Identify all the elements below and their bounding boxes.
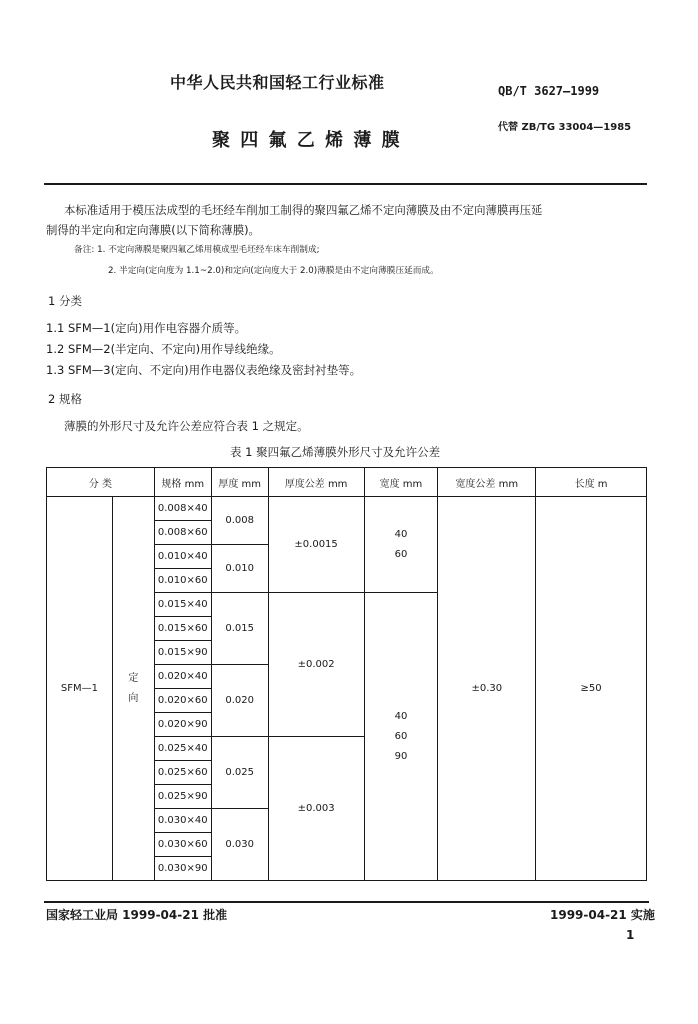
spec-cell [154,689,211,713]
spec-value: 0.010×40 [157,551,208,562]
width-value: 40 [394,710,408,722]
spec-cell [154,497,211,521]
spec-cell [154,641,211,665]
thickness-tolerance-cell: ±0.003 [268,737,364,881]
width-cell [364,497,438,593]
standard-number: QB/T 3627—1999 [498,84,600,98]
spec-cell [154,545,211,569]
thickness-cell: 0.025 [211,737,268,809]
thickness-cell: 0.010 [211,545,268,593]
table-caption: 表 1 聚四氟乙烯薄膜外形尺寸及允许公差 [230,445,441,459]
width-value: 40 [394,528,408,540]
spec-table [46,467,647,881]
length-cell: ≥50 [536,497,647,881]
section-1-heading: 1 分类 [48,294,82,308]
spec-value: 0.020×40 [157,671,208,682]
spec-cell [154,569,211,593]
footer-rule [44,901,649,903]
intro-line-2: 制得的半定向和定向薄膜(以下简称薄膜)。 [46,223,260,237]
spec-value: 0.030×90 [157,863,208,874]
spec-value: 0.030×60 [157,839,208,850]
spec-cell [154,713,211,737]
spec-value: 0.015×90 [157,647,208,658]
width-tolerance-cell: ±0.30 [438,497,536,881]
spec-value: 0.025×60 [157,767,208,778]
spec-cell [154,833,211,857]
section-2-heading: 2 规格 [48,392,82,406]
org-title: 中华人民共和国轻工行业标准 [170,73,385,92]
header-spec: 规格 mm [154,468,211,497]
header-rule [44,183,647,185]
thickness-tolerance-cell: ±0.002 [268,593,364,737]
header-thickness: 厚度 mm [211,468,268,497]
document-title: 聚 四 氟 乙 烯 薄 膜 [212,130,402,151]
spec-cell [154,809,211,833]
spec-cell [154,521,211,545]
spec-cell [154,737,211,761]
approval-info: 国家轻工业局 1999-04-21 批准 [46,908,228,922]
thickness-cell: 0.015 [211,593,268,665]
spec-cell [154,761,211,785]
thickness-cell: 0.020 [211,665,268,737]
section-1-item: 1.1 SFM—1(定向)用作电容器介质等。 [46,321,247,335]
orientation-char: 定 [128,672,139,684]
header-length: 长度 m [536,468,647,497]
page-number: 1 [626,928,635,942]
table-header-row [47,468,647,497]
spec-value: 0.025×40 [157,743,208,754]
replaces-standard: 代替 ZB/TG 33004—1985 [498,122,632,133]
note-1: 备注: 1. 不定向薄膜是聚四氟乙烯用模成型毛坯经车床车削制成; [74,245,320,255]
spec-cell [154,593,211,617]
spec-value: 0.030×40 [157,815,208,826]
width-value: 60 [394,730,408,742]
spec-cell [154,785,211,809]
width-value: 60 [394,548,408,560]
spec-value: 0.020×90 [157,719,208,730]
header-thickness-tolerance: 厚度公差 mm [268,468,364,497]
note-2: 2. 半定向(定向度为 1.1~2.0)和定向(定向度大于 2.0)薄膜是由不定向薄膜压延而成。 [108,266,439,276]
spec-value: 0.025×90 [157,791,208,802]
section-1-item: 1.2 SFM—2(半定向、不定向)用作导线绝缘。 [46,342,281,356]
width-cell [364,593,438,881]
orientation-cell [112,497,154,881]
header-width: 宽度 mm [364,468,438,497]
orientation-char: 向 [128,692,139,704]
width-value: 90 [394,750,408,762]
type-cell: SFM—1 [47,497,113,881]
spec-cell [154,665,211,689]
spec-value: 0.010×60 [157,575,208,586]
spec-cell [154,857,211,881]
thickness-cell: 0.008 [211,497,268,545]
section-2-text: 薄膜的外形尺寸及允许公差应符合表 1 之规定。 [64,419,309,433]
thickness-cell: 0.030 [211,809,268,881]
header-category: 分 类 [47,468,155,497]
spec-value: 0.015×60 [157,623,208,634]
spec-value: 0.020×60 [157,695,208,706]
spec-value: 0.015×40 [157,599,208,610]
thickness-tolerance-cell: ±0.0015 [268,497,364,593]
spec-value: 0.008×40 [157,503,208,514]
spec-cell [154,617,211,641]
header-width-tolerance: 宽度公差 mm [438,468,536,497]
section-1-item: 1.3 SFM—3(定向、不定向)用作电器仪表绝缘及密封衬垫等。 [46,363,362,377]
table-row [47,497,647,521]
spec-value: 0.008×60 [157,527,208,538]
effective-date: 1999-04-21 实施 [550,908,655,922]
intro-line-1: 本标准适用于模压法成型的毛坯经车削加工制得的聚四氟乙烯不定向薄膜及由不定向薄膜再压延 [64,203,543,217]
